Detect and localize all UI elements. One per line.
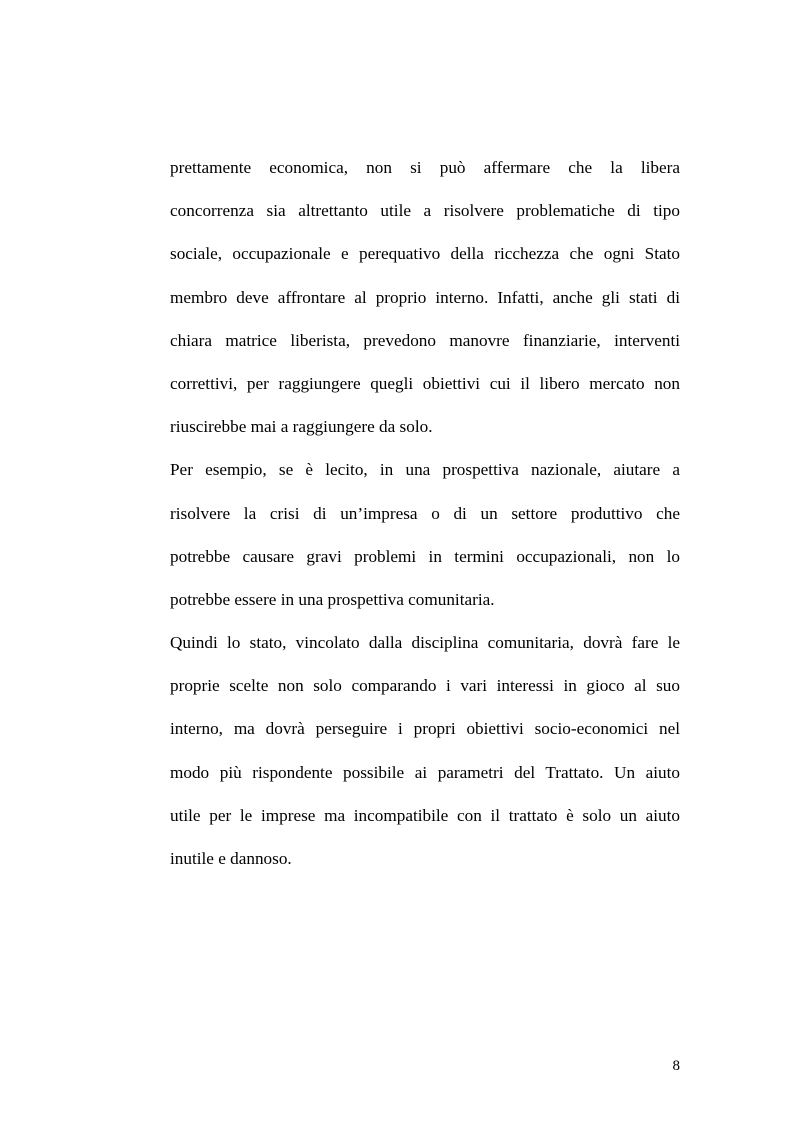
- text-line: modo più rispondente possibile ai parametri del Trattato. Un aiuto: [170, 762, 680, 782]
- page-number: 8: [672, 1058, 680, 1074]
- text-line: utile per le imprese ma incompatibile con il trattato è solo un aiuto: [170, 805, 680, 825]
- text-line: prettamente economica, non si può affermare che la libera: [170, 158, 680, 177]
- text-line: membro deve affrontare al proprio interno. Infatti, anche gli stati di: [170, 287, 680, 307]
- text-line: chiara matrice liberista, prevedono manovre finanziarie, interventi: [170, 330, 680, 350]
- text-line: potrebbe causare gravi problemi in termini occupazionali, non lo: [170, 546, 680, 566]
- body-text: [170, 146, 680, 880]
- text-line: Per esempio, se è lecito, in una prospettiva nazionale, aiutare a: [170, 460, 680, 480]
- text-line: interno, ma dovrà perseguire i propri obiettivi socio-economici nel: [170, 719, 680, 739]
- text-line: correttivi, per raggiungere quegli obiettivi cui il libero mercato non: [170, 373, 680, 393]
- text-line: Quindi lo stato, vincolato dalla disciplina comunitaria, dovrà fare le: [170, 633, 680, 653]
- text-line: sociale, occupazionale e perequativo della ricchezza che ogni Stato: [170, 244, 680, 264]
- text-line: riuscirebbe mai a raggiungere da solo.: [170, 417, 433, 437]
- text-line: risolvere la crisi di un’impresa o di un settore produttivo che: [170, 503, 680, 523]
- text-line: potrebbe essere in una prospettiva comunitaria.: [170, 589, 495, 609]
- text-line: concorrenza sia altrettanto utile a risolvere problematiche di tipo: [170, 201, 680, 221]
- text-line: proprie scelte non solo comparando i vari interessi in gioco al suo: [170, 676, 680, 696]
- text-line: inutile e dannoso.: [170, 849, 292, 868]
